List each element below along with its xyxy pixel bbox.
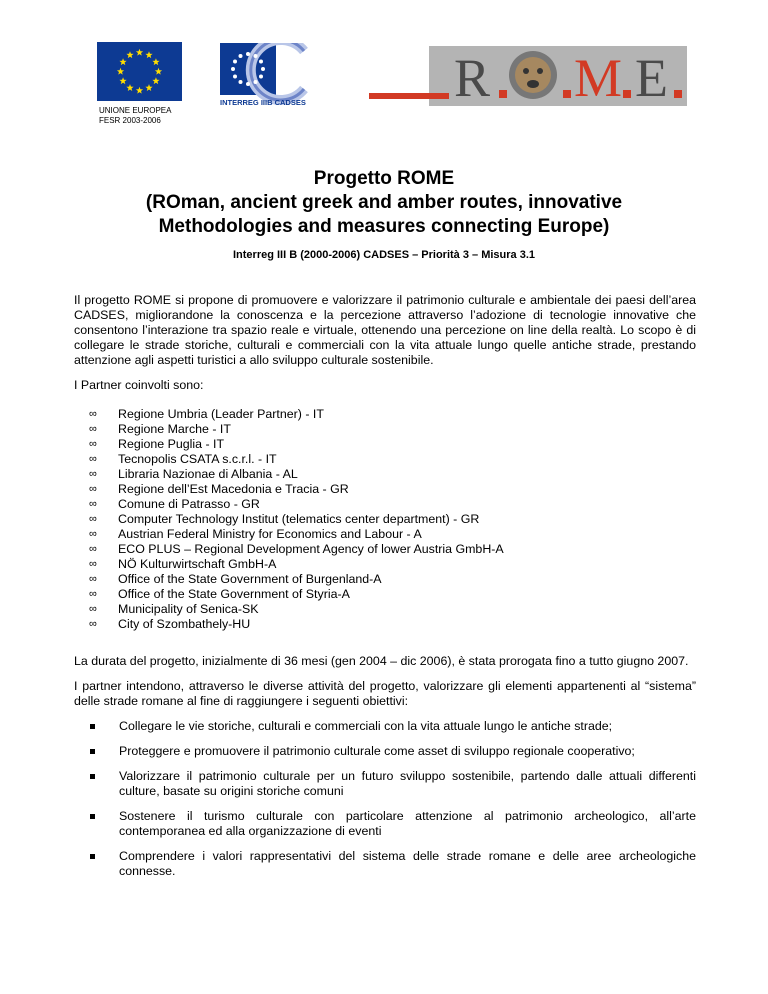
list-item (74, 769, 696, 799)
square-bullet-icon (90, 724, 95, 729)
partners-heading: I Partner coinvolti sono: (74, 378, 204, 392)
list-item (74, 422, 696, 437)
list-item (74, 587, 696, 602)
partner-name: Tecnopolis CSATA s.c.r.l. - IT (118, 452, 277, 466)
partner-name: Municipality of Senica-SK (118, 602, 259, 616)
rome-project-logo (369, 46, 687, 106)
list-item (74, 437, 696, 452)
partner-name: Regione Marche - IT (118, 422, 231, 436)
infinity-bullet-icon: ∞ (89, 408, 97, 420)
svg-text:M: M (574, 48, 623, 106)
objectives-intro: I partner intendono, attraverso le diverse attività del progetto, valorizzare gli elementi appartenenti al “sistema” delle strade romane al fine di raggiungere i seguenti obiettivi: (74, 679, 696, 708)
square-bullet-icon (90, 854, 95, 859)
list-item (74, 617, 696, 632)
eu-stars-icon (97, 42, 182, 101)
partner-name: Austrian Federal Ministry for Economics and Labour - A (118, 527, 422, 541)
infinity-bullet-icon: ∞ (89, 438, 97, 450)
list-item (74, 542, 696, 557)
partner-name: Regione Umbria (Leader Partner) - IT (118, 407, 324, 421)
intro-paragraph: Il progetto ROME si propone di promuovere e valorizzare il patrimonio culturale e ambientale dei paesi dell’area CADSES, migliorandone la conoscenza e la percezione attraverso l’adozione di tecnologie innovative che consentono l’interazione tra spazio reale e virtuale, ottenendo una percezione on line della realtà. Lo scopo è di collegare le strade storiche, culturali e commerciali con la vita attuale lungo quelle antiche strade, prestando attenzione agli aspetti turistici a allo sviluppo culturale sostenibile. (74, 293, 696, 367)
list-item (74, 452, 696, 467)
eu-caption (99, 106, 171, 126)
objective-text: Valorizzare il patrimonio culturale per un futuro sviluppo sostenibile, partendo dalle attuali differenti culture, basate su origini storiche comuni (119, 769, 696, 798)
eu-caption-line1: UNIONE EUROPEA (99, 106, 172, 115)
page-title: Progetto ROME (313, 168, 455, 189)
list-item (74, 512, 696, 527)
infinity-bullet-icon: ∞ (89, 423, 97, 435)
svg-text:E: E (635, 48, 668, 106)
list-item (74, 809, 696, 839)
interreg-logo (220, 43, 308, 107)
infinity-bullet-icon: ∞ (89, 483, 97, 495)
partner-name: ECO PLUS – Regional Development Agency of lower Austria GmbH-A (118, 542, 504, 556)
objective-text: Collegare le vie storiche, culturali e commerciali con la vita attuale lungo le antiche strade; (119, 719, 613, 733)
infinity-bullet-icon: ∞ (89, 468, 97, 480)
list-item (74, 849, 696, 879)
list-item (74, 407, 696, 422)
square-bullet-icon (90, 749, 95, 754)
infinity-bullet-icon: ∞ (89, 573, 97, 585)
eu-caption-line2: FESR 2003-2006 (99, 116, 161, 125)
partner-name: Regione Puglia - IT (118, 437, 225, 451)
infinity-bullet-icon: ∞ (89, 528, 97, 540)
list-item (74, 527, 696, 542)
title-line-3: Methodologies and measures connecting Europe) (158, 216, 610, 237)
square-bullet-icon (90, 814, 95, 819)
document-body (74, 293, 696, 889)
spacer (74, 632, 696, 654)
infinity-bullet-icon: ∞ (89, 513, 97, 525)
partner-name: Regione dell’Est Macedonia e Tracia - GR (118, 482, 349, 496)
infinity-bullet-icon: ∞ (89, 618, 97, 630)
objective-text: Sostenere il turismo culturale con particolare attenzione al patrimonio archeologico, all’arte contemporanea ed alla organizzazione di eventi (119, 809, 696, 838)
partners-list (74, 407, 696, 632)
infinity-bullet-icon: ∞ (89, 498, 97, 510)
square-bullet-icon (90, 774, 95, 779)
objective-text: Comprendere i valori rappresentativi del sistema delle strade romane e delle aree archeologiche connesse. (119, 849, 696, 878)
list-item (74, 719, 696, 734)
partner-name: Office of the State Government of Burgenland-A (118, 572, 382, 586)
svg-text:R: R (454, 48, 491, 106)
infinity-bullet-icon: ∞ (89, 603, 97, 615)
page-subtitle: Interreg III B (2000-2006) CADSES – Priorità 3 – Misura 3.1 (232, 249, 535, 261)
duration-paragraph: La durata del progetto, inizialmente di 36 mesi (gen 2004 – dic 2006), è stata prorogata fino a tutto giugno 2007. (74, 654, 689, 668)
infinity-bullet-icon: ∞ (89, 588, 97, 600)
infinity-bullet-icon: ∞ (89, 543, 97, 555)
list-item (74, 572, 696, 587)
partner-name: Comune di Patrasso - GR (118, 497, 260, 511)
partner-name: Office of the State Government of Styria-A (118, 587, 350, 601)
list-item (74, 557, 696, 572)
objective-text: Proteggere e promuovere il patrimonio culturale come asset di sviluppo regionale cooperativo; (119, 744, 635, 758)
partner-name: City of Szombathely-HU (118, 617, 251, 631)
list-item (74, 602, 696, 617)
partner-name: NÖ Kulturwirtschaft GmbH-A (118, 557, 277, 571)
interreg-logo-text: INTERREG IIIB CADSES (220, 98, 306, 107)
partner-name: Libraria Nazionae di Albania - AL (118, 467, 298, 481)
infinity-bullet-icon: ∞ (89, 453, 97, 465)
list-item (74, 497, 696, 512)
partner-name: Computer Technology Institut (telematics center department) - GR (118, 512, 480, 526)
list-item (74, 467, 696, 482)
infinity-bullet-icon: ∞ (89, 558, 97, 570)
list-item (74, 744, 696, 759)
list-item (74, 482, 696, 497)
title-block (0, 167, 768, 261)
objectives-list (74, 719, 696, 879)
title-line-2: (ROman, ancient greek and amber routes, innovative (145, 192, 623, 213)
eu-flag-logo (97, 42, 182, 101)
